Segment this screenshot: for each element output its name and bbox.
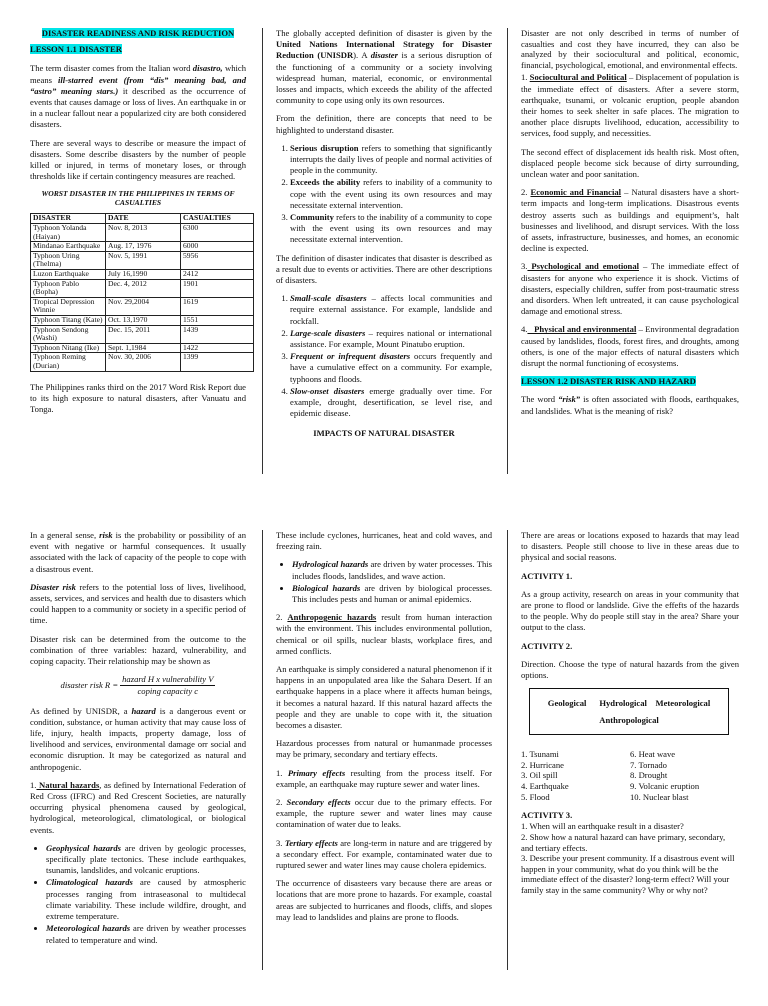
impact-item: 1. Sociocultural and Political – Displacement of population is the immediate effect of disasters. After a severe storm, earthquake, tsunami, or volcanic eruption, people abandon their homes to seek shelter in safe places. The migration to another place disrupts livelihood, education, accessibility to services, food supply, and necessities. (521, 72, 740, 139)
page1-column-3 (521, 24, 739, 424)
document-title: DISASTER READINESS AND RISK REDUCTION (41, 28, 235, 38)
hazard-item: 3. Oil spill (521, 770, 558, 781)
question: 2. Show how a natural hazard can have primary, secondary, and tertiary effects. (521, 832, 726, 853)
table-cell: Luzon Earthquake (31, 270, 106, 280)
table-cell: Nov. 5, 1991 (106, 251, 181, 269)
table-caption: WORST DISASTER IN THE PHILIPPINES IN TERMS OF CASUALTIES (41, 189, 235, 208)
list-item-text: are caused by atmospheric processes ranging from intraseasonal to multidecal climate variability. These include wildfire, drought, and extreme temperature. (46, 877, 246, 922)
table-row (31, 325, 254, 343)
table-cell: 2412 (181, 270, 254, 280)
list-item-term: Biological hazards (292, 582, 361, 593)
page1-column-1 (30, 24, 246, 422)
table-cell: Typhoon Pablo (Bopha) (31, 279, 106, 297)
list-item (290, 293, 492, 327)
hazard-item: 9. Volcanic eruption (630, 781, 700, 792)
table-cell: Typhoon Reming (Durian) (31, 353, 106, 371)
table-cell: 1439 (181, 325, 254, 343)
list-item-text: are driven by biological processes. This includes pests and human or animal epidemics. (292, 582, 492, 605)
formula-lhs: disaster risk R = (60, 680, 119, 691)
list-item-term: Large-scale disasters (290, 327, 366, 338)
column-divider (507, 530, 508, 970)
hazard-item: 2. Hurricane (521, 759, 564, 770)
paragraph: Direction. Choose the type of natural hazards from the given options. (521, 658, 739, 681)
table-row (31, 251, 254, 269)
list-item-text: refers to something that significantly interrupts the daily lives of people and normal activities of people in the community. (290, 142, 493, 176)
table-cell: Tropical Depression Winnie (31, 297, 106, 315)
table-cell: Typhoon Uring (Thelma) (31, 251, 106, 269)
table-row (31, 353, 254, 371)
question: 3. Describe your present community. If a disastrous event will happen in your community, what do you think will be the immediate effect of the disaster? long-term effect? Will your family stay in the same community? Why or why not? (521, 853, 735, 895)
effect-item: 2. Secondary effects occur due to the primary effects. For example, the rupture sewer and water lines may cause contamination of water due to leaks. (276, 797, 492, 830)
hazard-item: 5. Flood (521, 791, 550, 802)
hazard-item: 10. Nuclear blast (630, 791, 689, 802)
table-cell: Nov. 29,2004 (106, 297, 181, 315)
paragraph: As defined by UNISDR, a hazard is a dangerous event or condition, substance, or human activity that may cause loss of life, injury, health impacts, property damage, loss of livelihood and services, environmental damage orr social and economic disruption. It may be categorized as natural and anthropogenic. (30, 705, 246, 772)
table-cell: Mindanao Earthquake (31, 242, 106, 252)
hazard-options-box (529, 688, 729, 735)
table-cell: 5956 (181, 251, 254, 269)
formula-denominator: coping capacity c (137, 686, 199, 697)
table-cell: 1422 (181, 343, 254, 353)
list-item (46, 843, 246, 877)
hazard-options-line: Geological Hydrological Meteorological (547, 698, 711, 709)
list-item-text: refers to inability of a community to cope with the event using its own resources and may necessitate external intervention. (290, 177, 492, 210)
list-item (290, 328, 492, 350)
list-item-text: are driven by water processes. This includes floods, landslides, and wave action. (292, 559, 493, 581)
table-cell: 1901 (181, 279, 254, 297)
list-item-term: Slow-onset disasters (290, 385, 365, 396)
paragraph: 2. Anthropogenic hazards result from human interaction with the environment. This includes environmental pollution, chemical or oil spills, nuclear blasts, workplace fires, and armed conflicts. (276, 612, 493, 656)
hazard-bullets (30, 843, 246, 946)
disaster-types-list (276, 293, 492, 419)
table-header: DATE (106, 214, 181, 224)
hazard-item-list (521, 749, 739, 802)
table-cell: Nov. 30, 2006 (106, 353, 181, 371)
table-cell: 1619 (181, 297, 254, 315)
list-item-term: Frequent or infrequent disasters (290, 351, 411, 362)
table-header: DISASTER (31, 214, 106, 224)
paragraph: 1. Natural hazards, as defined by International Federation of Red Cross (IFRC) and Red Crescent Societies, are naturally occurring physical phenomena caused by geological, hydrological, meteorological, climatological, or biological events. (30, 779, 246, 835)
paragraph: The second effect of displacement ids health risk. Most often, displaced people become sick because of dirty surrounding, unclean water and poor sanitation. (521, 146, 739, 179)
paragraph: The word “risk” is often associated with floods, earthquakes, and landslides. What is the meaning of risk? (521, 394, 739, 416)
question: 1. When will an earthquake result in a disaster? (521, 821, 684, 832)
list-item (46, 923, 246, 945)
list-item-term: Meteorological hazards (46, 923, 131, 934)
impact-item: 2. Economic and Financial – Natural disasters have a short-term impacts and long-term implications. Disastrous events destroy asserts such as buildings and equipment’s, halt businesses and livelihood, and disrupt services. With the loss of assets, infrastructure, businesses, and homes, an economic decline is expected. (521, 187, 740, 254)
table-row (31, 242, 254, 252)
activity-title: ACTIVITY 2. (521, 640, 573, 651)
page2-column-2 (276, 530, 492, 930)
list-item-term: Exceeds the ability (290, 177, 361, 188)
list-item-term: Serious disruption (290, 142, 359, 153)
table-cell: 1551 (181, 315, 254, 325)
paragraph: An earthquake is simply considered a natural phenomenon if it happens in an unpopulated area like the Sahara Desert. If an earthquake happens in a place where it affects human beings, it becomes a natural hazard. If this natural hazard affects the people and they are unable to cope with it, the situation becomes a disaster. (276, 664, 492, 731)
list-item-text: emerge gradually over time. For example, drought, desertification, se level rise, and epidemic disease. (290, 385, 493, 419)
risk-formula (30, 674, 246, 697)
page-1 (0, 24, 768, 474)
list-item (290, 212, 492, 246)
list-item (292, 583, 492, 605)
table-cell: Sept. 1,1984 (106, 343, 181, 353)
table-cell: 6300 (181, 224, 254, 242)
table-cell: 6000 (181, 242, 254, 252)
list-item (290, 351, 492, 385)
hazard-item: 4. Earthquake (521, 781, 569, 792)
list-item-text: – requires national or international assistance. For example, Mount Pinatubo eruption. (290, 327, 492, 350)
impact-item: 3. Psychological and emotional – The immediate effect of disasters for anyone who experience it is shock. Victims of disasters, especially children, suffer from post-traumatic stress and disorders. When left untreated, it can cause psychological damage and emotional stress. (521, 261, 740, 317)
hazard-item: 6. Heat wave (630, 749, 676, 760)
table-cell: Dec. 15, 2011 (106, 325, 181, 343)
table-row (31, 224, 254, 242)
paragraph: The definition of disaster indicates that disaster is described as a result due to events or activities. There are other descriptions of disasters. (276, 252, 492, 286)
list-item-text: – affects local communities and require external assistance. For example, landslide and rockfall. (290, 293, 492, 326)
paragraph: There are areas or locations exposed to hazards that may lead to disasters. People still choose to live in these areas due to physical and social reasons. (521, 530, 739, 563)
table-cell: Typhoon Nitang (Ike) (31, 343, 106, 353)
list-item-text: are driven by geologic processes, specifically plate tectonics. These include earthquakes, tsunamis, landslides, and volcanic eruptions. (46, 842, 246, 876)
list-item-text: occurs frequently and have a cumulative effect on a community. For example, typhoons and floods. (290, 351, 492, 384)
paragraph: Disaster are not only described in terms of number of casualties and cost they have incurred, they can also be analyzed by their sociocultural and political, economic, financial, psychological, emotional, and environmental effects. (521, 28, 739, 70)
list-item-term: Small-scale disasters (290, 293, 367, 304)
list-item-term: Geophysical hazards (46, 842, 121, 853)
impact-item: 4. Physical and environmental – Environmental degradation caused by landslides, floods, forest fires, and droughts, among others, is one of the major effects of natural disasters which disrupt the normal functioning of ecosystems. (521, 324, 739, 369)
hazard-bullets (276, 559, 492, 605)
list-item-term: Climatological hazards (46, 877, 133, 888)
activity-title: ACTIVITY 3. (521, 810, 573, 821)
list-item (46, 877, 246, 922)
paragraph: The term disaster comes from the Italian word disastro, which means ill-starred event (from “dis” meaning bad, and “astro” meaning stars.) it described as the occurrence of events that causes damage or loss of lives. An earthquake in or in a nuclear fallout near a popularized city are both considered disasters. (30, 63, 246, 130)
paragraph: The Philippines ranks third on the 2017 Word Risk Report due to its high exposure to natural disasters, after Vanuatu and Tonga. (30, 381, 246, 414)
column-divider (507, 28, 508, 474)
table-cell: Typhoon Titang (Kate) (31, 315, 106, 325)
paragraph: The globally accepted definition of disaster is given by the United Nations International Strategy for Disaster Reduction (UNISDR). A disaster is a serious disruption of the functioning of a community or a society involving widespread human, material, economic, or environmental losses and impacts, which exceeds the ability of the affected community to cope using only its own resources. (276, 28, 492, 106)
activity-title: ACTIVITY 1. (521, 570, 573, 581)
paragraph: Disaster risk can be determined from the outcome to the combination of three variables: hazard, vulnerability, and coping capacity. Their relationship may be shown as (30, 633, 246, 667)
hazard-options-line: Anthropological (599, 715, 659, 726)
paragraph: These include cyclones, hurricanes, heat and cold waves, and freezing rain. (276, 530, 492, 552)
page2-column-1 (30, 530, 246, 953)
paragraph: The occurrence of disasteers vary because there are areas or locations that are more prone to hazards. For example, coastal areas are subjected to hurricanes and floods, cliffs, and slopes may lead to landslides and plains are prone to floods. (276, 878, 492, 922)
page-2 (0, 530, 768, 1000)
paragraph: In a general sense, risk is the probability or possibility of an event with negative or harmful consequences. It usually associated with the lack of capacity of the people to cope with a disastrous event. (30, 530, 246, 574)
lesson-heading: LESSON 1.1 DISASTER (30, 44, 122, 55)
formula-numerator: hazard H x vulnerability V (120, 674, 215, 686)
table-row (31, 279, 254, 297)
disaster-table (30, 213, 254, 371)
section-heading: IMPACTS OF NATURAL DISASTER (313, 427, 455, 438)
list-item-term: Community (290, 212, 334, 223)
table-cell: Nov. 8, 2013 (106, 224, 181, 242)
table-cell: Typhoon Sendong (Washi) (31, 325, 106, 343)
table-cell: 1399 (181, 353, 254, 371)
paragraph: From the definition, there are concepts that need to be highlighted to understand disaster. (276, 113, 492, 135)
concept-list (276, 143, 492, 246)
table-cell: Typhoon Yolanda (Haiyan) (31, 224, 106, 242)
list-item (292, 559, 492, 581)
list-item (290, 143, 492, 177)
list-item (290, 386, 492, 420)
table-cell: Aug. 17, 1976 (106, 242, 181, 252)
table-cell: Dec. 4, 2012 (106, 279, 181, 297)
table-cell: July 16,1990 (106, 270, 181, 280)
table-header: CASUALTIES (181, 214, 254, 224)
table-row (31, 315, 254, 325)
page1-column-2 (276, 24, 492, 446)
paragraph: Disaster risk refers to the potential loss of lives, livelihood, assets, services, and services and health due to disasters which could happen to a community or society in a specific period of time. (30, 581, 246, 626)
page2-column-3 (521, 530, 739, 896)
lesson-heading: LESSON 1.2 DISASTER RISK AND HAZARD (521, 376, 696, 387)
list-item (290, 177, 492, 211)
table-row (31, 297, 254, 315)
hazard-item: 8. Drought (630, 770, 668, 781)
paragraph: Hazardous processes from natural or humanmade processes may be primary, secondary and tertiary effects. (276, 738, 492, 760)
effect-item: 3. Tertiary effects are long-term in nature and are triggered by a secondary effect. For example, contaminated water due to ruptured sewer and water lines may cause cholera epidemics. (276, 837, 492, 871)
effect-item: 1. Primary effects resulting from the process itself. For example, an earthquake may rupture sewer and water lines. (276, 767, 493, 789)
table-row (31, 270, 254, 280)
hazard-item: 7. Tornado (630, 759, 667, 770)
paragraph: There are several ways to describe or measure the impact of disasters. Some describe disasters by the number of people killed or injured, in terms of monetary loses, or through thresholds like if certain contingency measures are reached. (30, 137, 246, 182)
list-item-term: Hydrological hazards (292, 559, 369, 570)
table-cell: Oct. 13,1970 (106, 315, 181, 325)
list-item-text: are driven by weather processes related to temperature and wind. (46, 923, 246, 945)
list-item-text: refers to the inability of a community to cope with the event using its own resources and may necessitate external intervention. (290, 212, 492, 245)
column-divider (262, 530, 263, 970)
hazard-item: 1. Tsunami (521, 749, 559, 760)
column-divider (262, 28, 263, 474)
paragraph: As a group activity, research on areas in your community that are prone to flood or landslide. Give the effefts of the hazards to the people. Why do people still stay in the area? Share your output to the class. (521, 588, 739, 633)
